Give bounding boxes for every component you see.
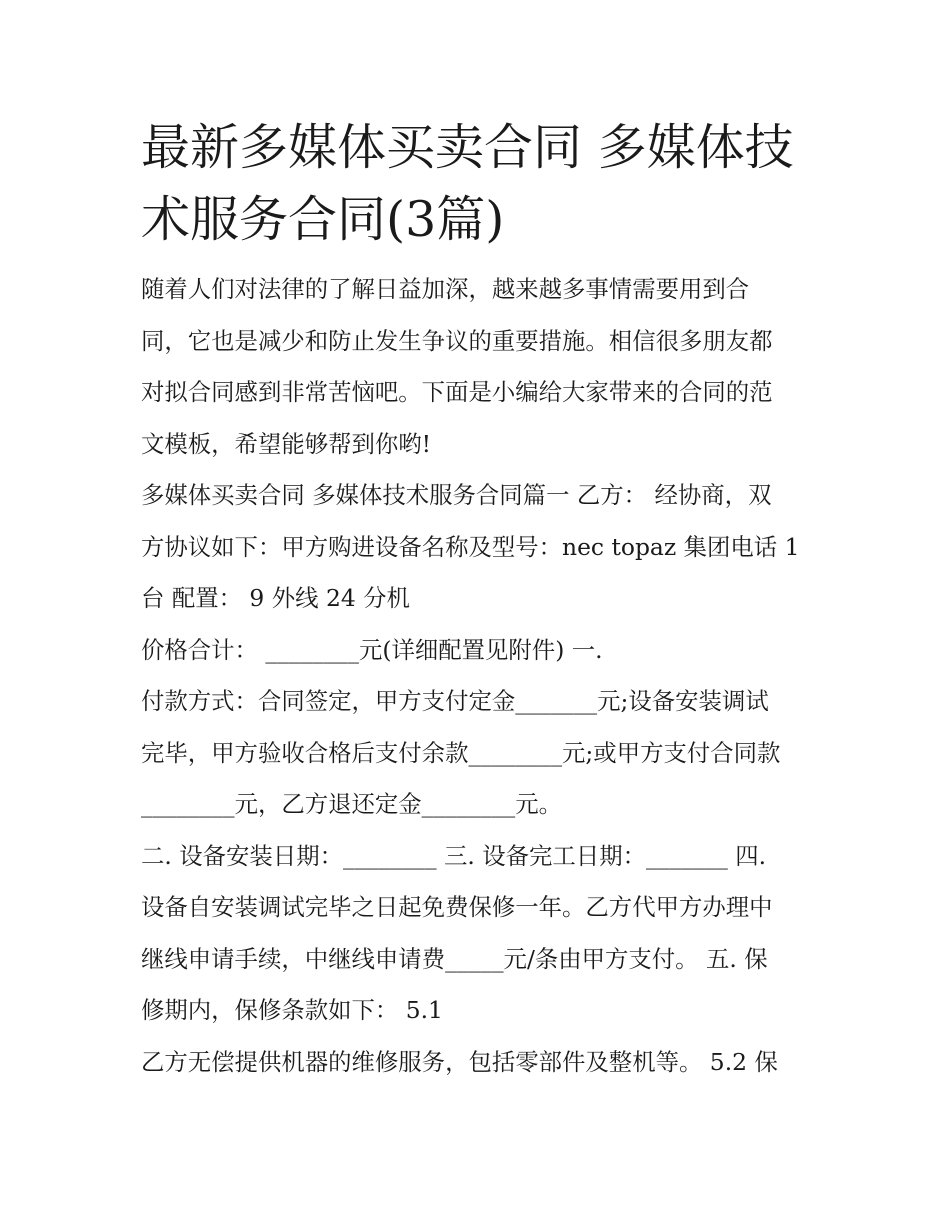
paragraph-line: 价格合计： ________元(详细配置见附件) 一.	[141, 635, 603, 664]
paragraph-line: 完毕，甲方验收合格后支付余款________元;或甲方支付合同款	[141, 738, 781, 767]
paragraph-line: 多媒体买卖合同 多媒体技术服务合同篇一 乙方： 经协商，双	[141, 481, 772, 509]
title-spacer	[141, 256, 813, 264]
paragraph-line: ________元，乙方退还定金________元。	[141, 790, 563, 818]
installation-warranty-paragraph	[141, 831, 813, 1037]
paragraph-line: 修期内，保修条款如下： 5.1	[141, 996, 443, 1024]
document-title	[141, 112, 813, 256]
title-line-2: 术服务合同(3篇)	[141, 191, 505, 248]
document-body	[141, 112, 813, 1088]
paragraph-line: 设备自安装调试完毕之日起免费保修一年。乙方代甲方办理中	[141, 893, 773, 921]
payment-terms-paragraph	[141, 676, 813, 831]
paragraph-line: 付款方式：合同签定，甲方支付定金_______元;设备安装调试	[141, 687, 769, 715]
paragraph-line: 文模板，希望能够帮到你哟!	[141, 429, 432, 458]
title-line-1: 最新多媒体买卖合同 多媒体技	[141, 119, 794, 176]
contract-parties-paragraph	[141, 470, 813, 625]
repair-service-paragraph	[141, 1037, 813, 1089]
paragraph-line: 二. 设备安装日期：________ 三. 设备完工日期：_______ 四.	[141, 841, 767, 870]
paragraph-line: 同，它也是减少和防止发生争议的重要措施。相信很多朋友都	[141, 326, 773, 355]
price-total-paragraph	[141, 625, 813, 677]
paragraph-line: 乙方无偿提供机器的维修服务，包括零部件及整机等。 5.2 保	[141, 1047, 778, 1076]
paragraph-line: 继线申请手续，中继线申请费_____元/条由甲方支付。 五. 保	[141, 944, 768, 973]
paragraph-line: 随着人们对法律的了解日益加深，越来越多事情需要用到合	[141, 275, 750, 303]
paragraph-line: 对拟合同感到非常苦恼吧。下面是小编给大家带来的合同的范	[141, 378, 773, 406]
paragraph-line: 台 配置： 9 外线 24 分机	[141, 584, 410, 612]
intro-paragraph	[141, 264, 813, 470]
paragraph-line: 方协议如下：甲方购进设备名称及型号：nec topaz 集团电话 1	[141, 532, 800, 561]
